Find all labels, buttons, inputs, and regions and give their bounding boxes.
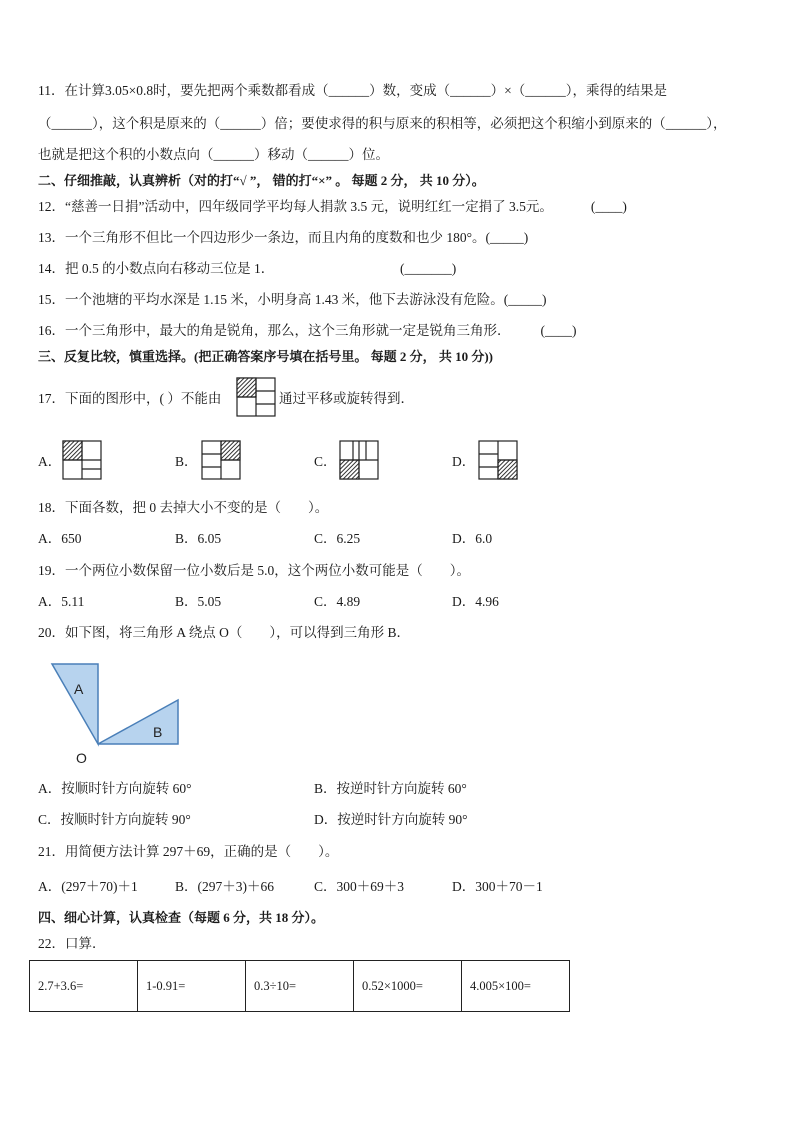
q17-option-c-label[interactable]: C．	[314, 454, 337, 469]
section-3-heading: 三、反复比较，慎重选择。(把正确答案序号填在括号里。 每题 2 分， 共 10 分))	[38, 349, 493, 364]
q14-text: 14．把 0.5 的小数点向右移动三位是 1．	[38, 261, 275, 276]
q15-text: 15．一个池塘的平均水深是 1.15 米，小明身高 1.43 米，他下去游泳没有危险。	[38, 292, 504, 307]
q21-stem: 21．用简便方法计算 297＋69，正确的是（ ）。	[38, 844, 339, 859]
q21-option-c[interactable]: C．300＋69＋3	[314, 879, 405, 894]
triangle-b-label: B	[153, 724, 163, 740]
q17-option-b-figure[interactable]	[201, 440, 241, 480]
q13	[38, 229, 528, 247]
q11-line2: （______），这个积是原来的（______）倍；要使求得的积与原来的积相等，必须把这个积缩小到原来的（______），	[38, 116, 727, 131]
q17-option-a-label[interactable]: A．	[38, 454, 62, 469]
q16	[38, 322, 577, 340]
q12	[38, 198, 627, 216]
q16-text: 16．一个三角形中，最大的角是锐角，那么，这个三角形就一定是锐角三角形．	[38, 323, 511, 338]
q17-option-d-figure[interactable]	[478, 440, 518, 480]
q17-reference-figure	[236, 377, 276, 417]
q12-text: 12．“慈善一日捐”活动中，四年级同学平均每人捐款 3.5 元，说明红红一定捐了 3.5元。	[38, 199, 553, 214]
q19-option-b[interactable]: B．5.05	[175, 594, 222, 609]
q15	[38, 291, 547, 309]
q18-option-b[interactable]: B．6.05	[175, 531, 222, 546]
triangle-a-label: A	[74, 681, 84, 697]
calc-cell[interactable]: 4.005×100=	[462, 961, 570, 1012]
q18-option-a[interactable]: A．650	[38, 531, 82, 546]
calc-cell[interactable]: 0.52×1000=	[354, 961, 462, 1012]
q19-option-d[interactable]: D．4.96	[452, 594, 499, 609]
q20-option-d[interactable]: D．按逆时针方向旋转 90°	[314, 812, 468, 827]
section-4-heading: 四、细心计算，认真检查（每题 6 分，共 18 分）。	[38, 910, 325, 925]
q14-answer-blank[interactable]: (_______)	[400, 261, 457, 276]
mental-math-table	[29, 960, 570, 1012]
q20-option-a[interactable]: A．按顺时针方向旋转 60°	[38, 781, 192, 796]
q17-option-c-figure[interactable]	[339, 440, 379, 480]
q21-option-d[interactable]: D．300＋70－1	[452, 879, 543, 894]
calc-cell[interactable]: 2.7+3.6=	[30, 961, 138, 1012]
q18-stem: 18．下面各数，把 0 去掉大小不变的是（ ）。	[38, 500, 329, 515]
q20-stem: 20．如下图，将三角形 A 绕点 O（ ），可以得到三角形 B．	[38, 625, 411, 640]
q17-option-a-figure[interactable]	[62, 440, 102, 480]
q17-stem-suffix: 通过平移或旋转得到．	[279, 391, 414, 406]
q20-rotation-figure	[46, 660, 186, 770]
q21-option-a[interactable]: A．(297＋70)＋1	[38, 879, 138, 894]
q17-option-d-label[interactable]: D．	[452, 454, 476, 469]
q13-answer-blank[interactable]: (_____)	[485, 230, 529, 245]
calc-cell[interactable]: 1-0.91=	[138, 961, 246, 1012]
q20-option-b[interactable]: B．按逆时针方向旋转 60°	[314, 781, 467, 796]
q18-option-c[interactable]: C．6.25	[314, 531, 361, 546]
section-2-heading: 二、仔细推敲，认真辨析（对的打“√ ”， 错的打“×” 。 每题 2 分， 共 10 分）。	[38, 173, 485, 188]
triangle-b	[98, 700, 178, 744]
q19-option-c[interactable]: C．4.89	[314, 594, 361, 609]
q21-option-b[interactable]: B．(297＋3)＋66	[175, 879, 274, 894]
triangle-a	[52, 664, 98, 744]
q11-line1: 11．在计算3.05×0.8时，要先把两个乘数都看成（______）数，变成（______）×（______），乘得的结果是	[38, 83, 667, 98]
q17-option-b-label[interactable]: B．	[175, 454, 198, 469]
q14	[38, 260, 457, 278]
q16-answer-blank[interactable]: (____)	[540, 323, 577, 338]
q18-option-d[interactable]: D．6.0	[452, 531, 493, 546]
q12-answer-blank[interactable]: (____)	[590, 199, 627, 214]
q19-stem: 19．一个两位小数保留一位小数后是 5.0，这个两位小数可能是（ ）。	[38, 563, 470, 578]
q15-answer-blank[interactable]: (_____)	[503, 292, 547, 307]
q11-line3: 也就是把这个积的小数点向（______）移动（______）位。	[38, 147, 389, 162]
q19-option-a[interactable]: A．5.11	[38, 594, 85, 609]
q22-stem: 22．口算．	[38, 936, 106, 951]
calc-cell[interactable]: 0.3÷10=	[246, 961, 354, 1012]
point-o-label: O	[76, 750, 87, 766]
q17-stem-prefix: 17．下面的图形中，( ）不能由	[38, 391, 222, 406]
q13-text: 13．一个三角形不但比一个四边形少一条边，而且内角的度数和也少 180°。	[38, 230, 486, 245]
q20-option-c[interactable]: C．按顺时针方向旋转 90°	[38, 812, 191, 827]
